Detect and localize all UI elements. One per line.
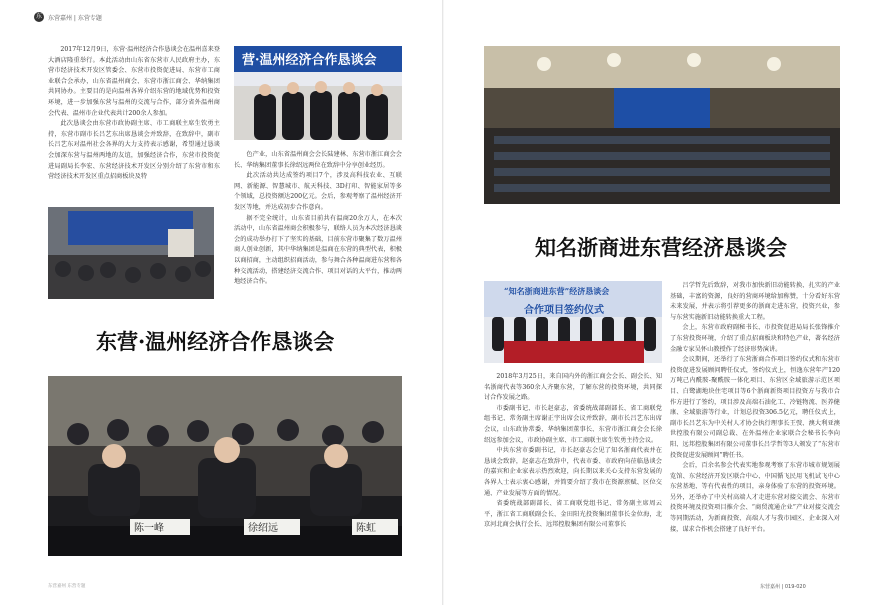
paragraph: 据不完全统计，山东省目前共有温商20余万人，在本次活动中，山东省温州商会积极参与，联络人员为本次经济恳谈会的成功举办打下了坚实的基础，目前东营市聚集了数万温州商人创业创新，其中华纳集团是温商在东营的典型代表，积极以商招商，主动组织招商活动，参与舞合各种温商进东营和各种交流活动，搭建经济交流合作、项目对话的大平台，推动两地经济合作。 bbox=[234, 214, 402, 286]
right-article-title: 知名浙商进东营经济恳谈会 bbox=[535, 235, 787, 260]
signing-banner: “知名浙商进东营”经济恳谈会 bbox=[504, 286, 610, 296]
paragraph: 吕学哲先后致辞，对我市加快新旧动能转换、扎实的产业基础，丰富的资源，良好的营商环境给加称赞，十分看好东营未来发展，并表示将引荐更多的浙商走进东营，投资兴业，参与东营实施新旧动能转换重大工程。 bbox=[670, 282, 840, 321]
paragraph: 中共东营市委副书记，市长赵豪志会见了知名浙商代表并在恳谈会致辞，赵豪志在致辞中，代表市委、市政府向莅临恳谈会的嘉宾和企业家表示热烈欢迎，向长期以来关心支持东营发展的各界人士表示衷心感谢，并简要介绍了我市在资源禀赋、区位交通、产业发展等方面的情况。 bbox=[484, 447, 662, 497]
paragraph: 会后，百余名参会代表实地参观考察了东营市城市规划展览馆、东营经济开发区联合中心、中国循飞民用飞机试飞中心东营基地、等有代表性的项目，亲身体验了东营的投资环境。另外，还举办了中关村高端人才走进东营对接交流会、东营市投资环境及投资项目推介会、“商贸流通企业”产业对接交流会等同期活动，为新商投资、高端人才与我市园区、企业深入对接，谋求合作机会搭建了良好平台。 bbox=[670, 462, 840, 533]
paragraph: 会议期间，还举行了东营浙商合作项目签约仪式和东营市投资促进发展顾问聘任仪式，签约仪式上，恒逸东营年产120万吨己内酰胺-聚酰胺一体化项目、东营区全域旅游示范区项目、白鹭湖地块住宅项目等6个浙商新资项目投资方与我市合作方进行了签约，项目涉及高端石油化工、冷链物流、医养健康、全域旅游等行业，计划总投资306.5亿元，聘任仪式上，副市长吕艺东为中关村人才协会执行理事长王弢、澳大利亚澳世控股有限公司副总裁、在外温州企业家联合会秘书长李向阳、远邦控股集团有限公司董事长吕学哲等3人颁发了“东营市投资促进发展顾问”聘任书。 bbox=[670, 356, 840, 459]
photo-conference-table bbox=[48, 376, 402, 556]
section-label: 东营嘉州 | 东营专题 bbox=[48, 14, 102, 22]
paragraph: 2018年3月25日，来自国内外的浙江商会会长、副会长、知名浙商代表等360余人齐聚东营，了解东营的投资环境，共同探讨合作发展之路。 bbox=[484, 373, 662, 402]
signing-subtitle: 合作项目签约仪式 bbox=[524, 305, 604, 316]
left-col2 bbox=[234, 150, 402, 300]
paragraph: 会上，东营市政府副秘书长、市投资促进局局长张锋推介了东营投资环境，介绍了重点招商板块和特色产业，著名经济金融专家吴怀山教授作了经济形势演讲。 bbox=[670, 324, 840, 353]
paragraph: 此次活动共达成签约项目7个，涉及高科技农业、互联网、新能源、智慧城市、航天科技、3D打印、智能家居等多个领域，总投资额达200亿元。会后，参观考察了温州经济开发区等地，并达成初步合作意向。 bbox=[234, 172, 402, 211]
right-col2 bbox=[670, 281, 840, 572]
nameplate: 陈一峰 bbox=[134, 523, 164, 534]
photo-hall-overview bbox=[484, 46, 840, 204]
photo-speaker-stage bbox=[48, 207, 214, 299]
left-footer: 东营嘉州 东营专题 bbox=[48, 584, 86, 589]
page-header bbox=[34, 11, 102, 23]
banner-text: 营·温州经济合作恳谈会 bbox=[242, 53, 377, 68]
nameplate: 徐绍远 bbox=[248, 523, 278, 534]
left-article-title: 东营·温州经济合作恳谈会 bbox=[96, 329, 335, 354]
left-col1 bbox=[48, 45, 220, 197]
paragraph: 色产业，山东省温州商会会长陆建林、东营市浙江商会会长、华纳集团董事长徐绍远两位在致辞中分享创业经历。 bbox=[234, 151, 402, 169]
paragraph: 省委统战部副部长、省工商联党组书记、常务副主席周云平，浙江省工商联副会长、金田阳光投资集团董事长金位海，北京河北商会执行会长、远邦控股集团有限公司董事长 bbox=[484, 500, 662, 529]
magazine-logo-icon: 东 bbox=[35, 13, 42, 20]
paragraph: 2017年12月9日，东营·温州经济合作恳谈会在温州喜来登大酒店隆重举行。本此活动由山东省东营市人民政府主办，东营市经济技术开发区管委会、东营市投资促进局、东营市工商业联合会承办，山东省温州商会、东营市浙江商会、华纳集团共同协办。主要目的是向温州各界介绍东营的地域优势和投资环境，进一步加强东营与温州的交流与合作，部分省外温州商会代表、温州市企业代表共计200余人参加。 bbox=[48, 46, 220, 117]
paragraph: 此次恳谈会由东营市政协副主席、市工商联主席生钦勇主持，东营市副市长吕艺东出席恳谈会并致辞，在致辞中，副市长吕艺东对温州社会各界的大力支持表示感谢，希望通过恳谈会加深东营与温州两地的友谊，加强经济合作，东营市投资促进局副局长李宏、东营经济技术开发区分别介绍了东营市和东营经济技术开发区重点招商板块及特 bbox=[48, 120, 220, 181]
page-gutter bbox=[442, 0, 444, 605]
page-footer: 东营嘉州 | 019-020 bbox=[760, 584, 806, 590]
photo-signing-ceremony bbox=[484, 281, 662, 363]
nameplate: 陈虹 bbox=[356, 523, 376, 534]
right-col1 bbox=[484, 372, 662, 572]
paragraph: 市委副书记、市长赵豪志，省委统战部副部长、省工商联党组书记、常务副主席谢正宇出席会议并致辞，副市长吕艺东出席会议，山东政协常委、华纳集团董事长、东营市浙江商会会长徐绍远参加会议，市政协副主席、市工商联主席生钦勇主持会议。 bbox=[484, 404, 662, 444]
photo-group-portrait bbox=[234, 46, 402, 140]
